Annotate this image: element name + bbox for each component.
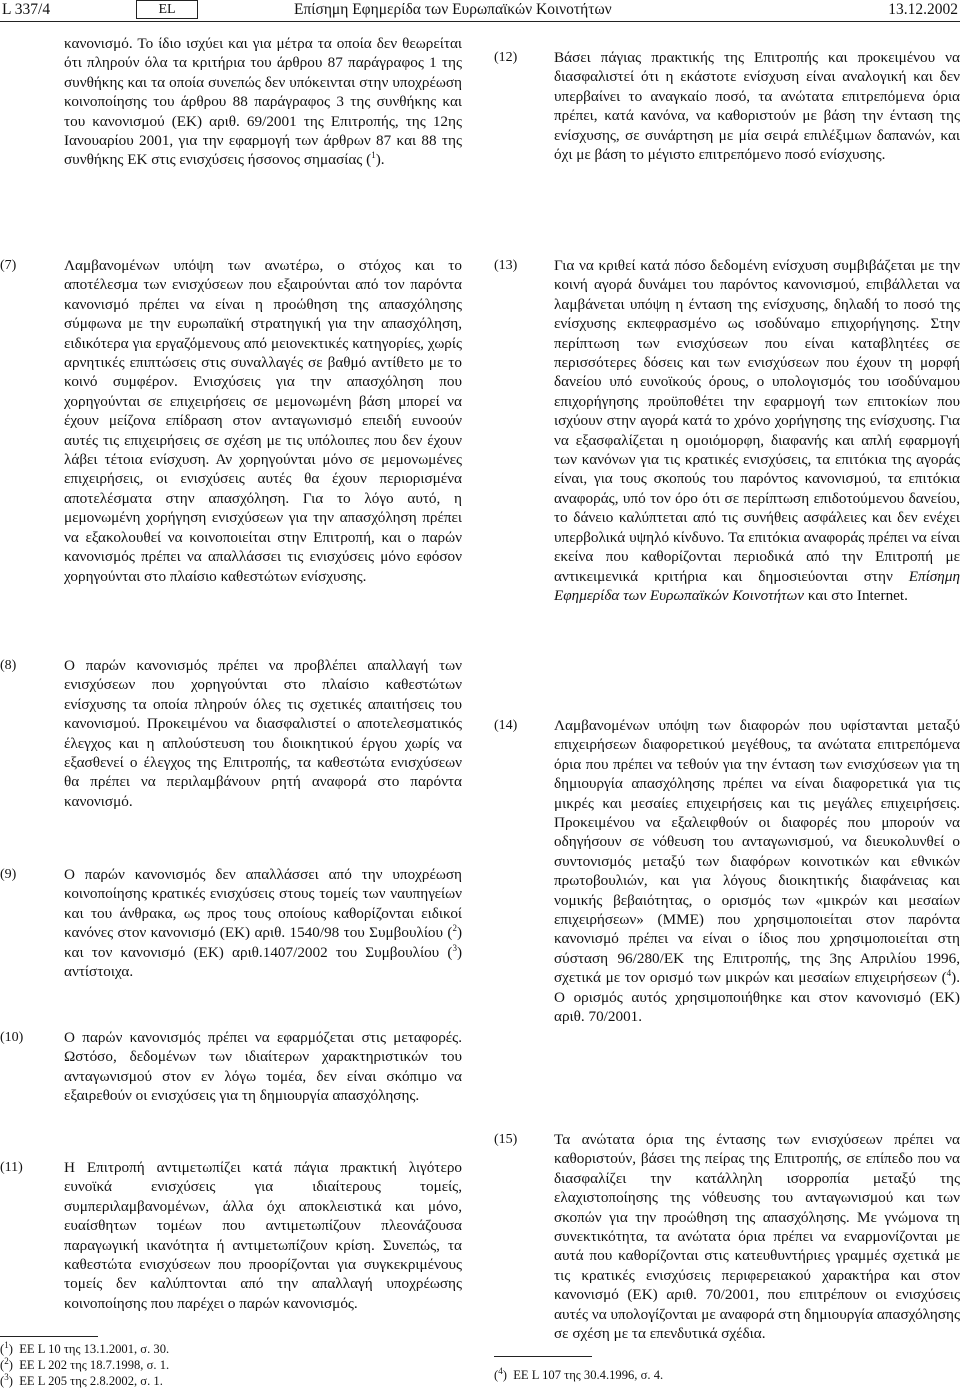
journal-reference: L 337/4 bbox=[2, 1, 51, 18]
recital-text: Η Επιτροπή αντιμετωπίζει κατά πάγια πρακτική λιγότερο ευνοϊκά ενισχύσεις για ιδιαίτερους τομείς, συμπεριλαμβανομένων, άλλα όχι αποκλειστικά και μόνο, ευαίσθητων τομέων που αντιμετωπίζουν πλεονάζουσα παραγωγική ικανότητα ή αντιμετωπίζουν κρίση. Συνεπώς, τα καθεστώτα ενισχύσεων που προορίζονται για συγκεκριμένους τομείς δεν καλύπτονται από την απαλλαγή υποχρέωσης κοινοποίησης που παρέχει ο παρών κανονισμός. bbox=[64, 1159, 462, 1312]
recital-text: Λαμβανομένων υπόψη των διαφορών που υφίστανται μεταξύ επιχειρήσεων διαφορετικού μεγέθους, τα ανώτατα επιτρεπόμενα όρια που πρέπει να τεθούν για την ένταση των ενισχύσεων για τη δημιουργία απασχόλησης πρέπει να είναι διαφορετικά για τις μικρές και μεσαίες επιχειρήσεις και τις μεγάλες επιχειρήσεις. Προκειμένου να εξαλειφθούν οι διαφορές που μπορούν να οδηγήσουν σε νόθευση του ανταγωνισμού, να διευκολυνθεί ο συντονισμός μεταξύ των διαφόρων κοινοτικών και εθνικών πρωτοβουλιών, και για λόγους διοικητικής διαφάνειας και νομικής βεβαιότητας, ο ορισμός των «μικρών και μεσαίων επιχειρήσεων» (ΜΜΕ) που χρησιμοποιείται στον παρόντα κανονισμό πρέπει να είναι ο ίδιος που χρησιμοποιείται στη σύσταση 96/280/ΕΚ της Επιτροπής, της 3ης Απριλίου 1996, σχετικά με τον ορισμό των μικρών και μεσαίων επιχειρήσεων ( bbox=[554, 717, 960, 987]
continuation-end: ). bbox=[375, 151, 385, 169]
recital-15 bbox=[494, 1130, 960, 1343]
continuation-paragraph bbox=[0, 34, 462, 170]
footnote: ($^1$) ΕΕ L 10 της 13.1.2001, σ. 30. bbox=[0, 1339, 170, 1356]
footnote: ($^3$) ΕΕ L 205 της 2.8.2002, σ. 1. bbox=[0, 1371, 163, 1388]
language-badge: EL bbox=[136, 0, 198, 19]
recital-7 bbox=[0, 256, 462, 586]
journal-title: Επίσημη Εφημερίδα των Ευρωπαϊκών Κοινοτήτων bbox=[294, 1, 612, 18]
publication-date: 13.12.2002 bbox=[888, 1, 958, 18]
recital-text: Τα ανώτατα όρια της έντασης των ενισχύσεων πρέπει να καθοριστούν, βάσει της πείρας της Επιτροπής, σε επίπεδο που να διασφαλίζει την κατάλληλη ισορροπία μεταξύ της ελαχιστοποίησης της νόθευσης του ανταγωνισμού και των σκοπών για την προώθηση της απασχόλησης. Με γνώμονα τη συνεκτικότητα, τα ανώτατα όρια πρέπει να εναρμονίζονται με αυτά που καθορίζονται στις κατευθυντήριες γραμμές σχετικά με τις κρατικές ενισχύσεις περιφερειακού χαρακτήρα και στον κανονισμό (ΕΚ) αριθ. 70/2001, που επιτρέπουν οι ενισχύσεις αυτές να υπολογίζονται με αναφορά στη δημιουργία απασχόλησης σε σχέση με τα επενδυτικά σχέδια. bbox=[554, 1131, 960, 1343]
recital-text: Ο παρών κανονισμός πρέπει να προβλέπει απαλλαγή των ενισχύσεων που χορηγούνται στο πλαίσιο καθεστώτων ενίσχυσης τα οποία πληρούν όλες τις σχετικές απαιτήσεις του κανονισμού. Προκειμένου να διασφαλιστεί ο αποτελεσματικός έλεγχος και η απλούστευση του διοικητικού έργου χωρίς να εξασθενεί ο έλεγχος της Επιτροπής, τα καθεστώτα ενισχύσεων θα πρέπει να περιλαμβάνουν ρητή αναφορά στο παρόντα κανονισμό. bbox=[64, 657, 462, 810]
recital-text: Για να κριθεί κατά πόσο δεδομένη ενίσχυση συμβιβάζεται με την κοινή αγορά δυνάμει του παρόντος κανονισμού, επιβάλλεται να λαμβάνεται υπόψη η ένταση της ενίσχυσης, δηλαδή το ποσό της ενίσχυσης εκπεφρασμένο ως ισοδύναμο επιχορήγησης. Στην περίπτωση των ενισχύσεων που είναι καταβλητέες σε περισσότερες δόσεις και των ενισχύσεων που έχουν τη μορφή δανείου υπό ευνοϊκούς όρους, ο υπολογισμός του ισοδύναμου επιχορήγησης προϋποθέτει την εφαρμογή των επιτοκίων που ισχύουν στην αγορά κατά το χρόνο χορήγησης της ενίσχυσης. Για να εξασφαλίζεται η ομοιόμορφη, διαφανής και απλή εφαρμογή των κανόνων για τις κρατικές ενισχύσεις, τα επιτόκια της αγοράς είναι, για τους σκοπούς του παρόντος κανονισμού, τα επιτόκια αναφοράς, υπό τον όρο ότι σε περίπτωση επιδοτούμενου δανείου, το δάνειο καλύπτεται από τις συνήθεις ασφάλειες και δεν ενέχει υπερβολικά υψηλό κίνδυνο. Τα επιτόκια αναφοράς πρέπει να είναι εκείνα που καθορίζονται περιοδικά από την Επιτροπή με αντικειμενικά κριτήρια και δημοσιεύονται στην bbox=[554, 257, 960, 585]
footnote-ref: 2 bbox=[452, 923, 457, 934]
recital-10 bbox=[0, 1028, 462, 1106]
recital-number: (12) bbox=[494, 50, 518, 65]
recital-number: (8) bbox=[0, 658, 17, 673]
recital-9 bbox=[0, 865, 462, 981]
continuation-text: κανονισμό. Το ίδιο ισχύει και για μέτρα τα οποία δεν θεωρείται ότι πληρούν όλα τα κριτήρια του άρθρου 87 παράγραφος 1 της συνθήκης και τα οποία συνεπώς δεν υπόκεινται στην υποχρέωση κοινοποίησης του άρθρου 88 παράγραφος 3 της συνθήκης και του κανονισμού (ΕΚ) αριθ. 69/2001 της Επιτροπής, της 12ης Ιανουαρίου 2001, για την εφαρμογή των άρθρων 87 και 88 της συνθήκης ΕΚ στις ενισχύσεις ήσσονος σημασίας ( bbox=[64, 35, 462, 169]
recital-14 bbox=[494, 716, 960, 1027]
recital-number: (11) bbox=[0, 1160, 23, 1175]
recital-8 bbox=[0, 656, 462, 811]
recital-13 bbox=[494, 256, 960, 605]
recital-text: Ο παρών κανονισμός πρέπει να εφαρμόζεται στις μεταφορές. Ωστόσο, δεδομένων των ιδιαίτερων χαρακτηριστικών του ανταγωνισμού στον εν λόγω τομέα, δεν είναι σκόπιμο να εξαιρεθούν οι ενισχύσεις για τη δημιουργία απασχόλησης. bbox=[64, 1029, 462, 1105]
recital-text: Βάσει πάγιας πρακτικής της Επιτροπής και προκειμένου να διασφαλιστεί ότι η εκάστοτε ενίσχυση είναι αναλογική και δεν υπερβαίνει το αναγκαίο ποσό, τα ανώτατα επιτρεπόμενα όρια πρέπει, κατά κανόνα, να καθοριστούν με βάση την ένταση της ενίσχυσης, σε συνάρτηση με μία σειρά επιλέξιμων δαπανών, και όχι με βάση το μέγιστο επιτρεπόμενο ποσό ενίσχυσης. bbox=[554, 49, 960, 164]
footnote-divider bbox=[494, 1356, 592, 1357]
footnote-ref: 1 bbox=[371, 150, 376, 161]
recital-number: (13) bbox=[494, 258, 518, 273]
journal-name-italic: Επίσημη Εφημερίδα των Ευρωπαϊκών Κοινοτήτων bbox=[554, 567, 960, 604]
footnotes-left bbox=[0, 1341, 169, 1389]
recital-12 bbox=[494, 48, 960, 164]
recital-text: και στο Internet. bbox=[804, 586, 908, 604]
page-header bbox=[0, 0, 960, 22]
recital-text: Λαμβανομένων υπόψη των ανωτέρω, ο στόχος και το αποτέλεσμα των ενισχύσεων που εξαιρούνται από τον παρόντα κανονισμό πρέπει να είναι η προώθηση της απασχόλησης σύμφωνα με την ευρωπαϊκή στρατηγική για την απασχόληση, ειδικότερα για εργαζόμενους από μειονεκτικές κατηγορίες, χωρίς αρνητικές επιπτώσεις στις συναλλαγές σε βαθμό αντίθετο με το κοινό συμφέρον. Ενισχύσεις για την απασχόληση που χορηγούνται σε επιχειρήσεις σε μεμονωμένη βάση μπορεί να έχουν μείζονα επίδραση στον ανταγωνισμό επειδή ευνοούν αυτές τις επιχειρήσεις σε σχέση με τις υπόλοιπες που δεν έχουν λάβει τέτοια ενίσχυση. Αν χορηγούνται μόνο σε μεμονωμένες επιχειρήσεις, οι ενισχύσεις αυτές θα έχουν περιορισμένα αποτελέσματα στην απασχόληση. Για το λόγο αυτό, η μεμονωμένη χορήγηση ενισχύσεων για την απασχόληση πρέπει να εξακολουθεί να κοινοποιείται στην Επιτροπή, και ο παρών κανονισμός πρέπει να απαλλάσσει τις ενισχύσεις μόνο εφόσον χορηγούνται στο πλαίσιο καθεστώτων ενίσχυσης. bbox=[64, 257, 462, 585]
recital-text: ) και τον κανονισμό (ΕΚ) αριθ.1407/2002 του Συμβουλίου ( bbox=[64, 924, 462, 961]
footnotes-right bbox=[494, 1367, 663, 1383]
header-divider bbox=[0, 21, 960, 22]
recital-number: (15) bbox=[494, 1132, 518, 1147]
recital-number: (7) bbox=[0, 258, 17, 273]
footnote-ref: 4 bbox=[946, 968, 952, 979]
recital-text: ). Ο ορισμός αυτός χρησιμοποιήθηκε και στον κανονισμό (ΕΚ) αριθ. 70/2001. bbox=[554, 969, 960, 1026]
footnote-ref: 3 bbox=[452, 942, 457, 953]
recital-number: (14) bbox=[494, 718, 518, 733]
footnote: ($^4$) ΕΕ L 107 της 30.4.1996, σ. 4. bbox=[494, 1365, 664, 1382]
footnote-divider bbox=[0, 1336, 98, 1337]
recital-number: (9) bbox=[0, 867, 17, 882]
recital-text: Ο παρών κανονισμός δεν απαλλάσσει από την υποχρέωση κοινοποίησης κρατικές ενισχύσεις στους τομείς των ναυπηγείων και του άνθρακα, ως προς τους οποίους καθορίζονται ειδικοί κανόνες στον κανονισμό (ΕΚ) αριθ. 1540/98 του Συμβουλίου ( bbox=[64, 866, 462, 942]
recital-text: ) αντίστοιχα. bbox=[64, 943, 462, 981]
footnote: ($^2$) ΕΕ L 202 της 18.7.1998, σ. 1. bbox=[0, 1355, 170, 1372]
recital-number: (10) bbox=[0, 1030, 24, 1045]
recital-11 bbox=[0, 1158, 462, 1313]
